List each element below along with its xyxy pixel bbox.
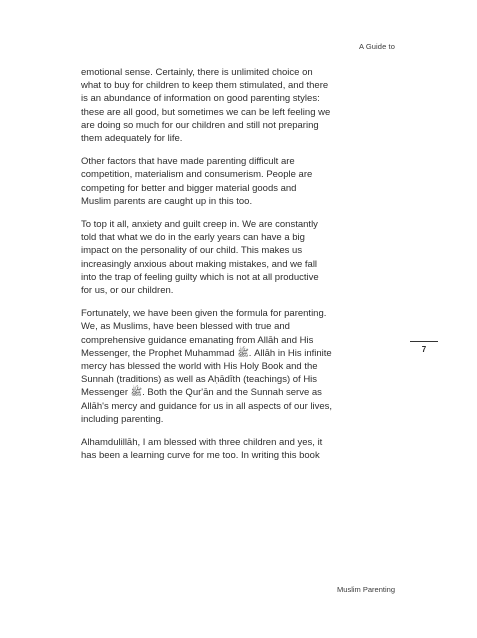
text-line: is an abundance of information on good parenting styles:	[81, 93, 320, 105]
text-line: To top it all, anxiety and guilt creep in. We are constantly	[81, 219, 318, 231]
text-line: competition, materialism and consumerism. People are	[81, 169, 313, 181]
text-line: mercy has blessed the world with His Holy Book and the	[81, 361, 318, 373]
text-line: We, as Muslims, have been blessed with true and	[81, 321, 290, 333]
paragraph	[81, 155, 403, 208]
text-line: Fortunately, we have been given the formula for parenting.	[81, 308, 327, 320]
text-line: emotional sense. Certainly, there is unlimited choice on	[81, 67, 313, 78]
page-number: 7	[421, 345, 427, 354]
paragraph	[81, 218, 403, 297]
text-line: Muslim parents are caught up in this too.	[81, 195, 253, 207]
text-line: what to buy for children to keep them stimulated, and there	[81, 80, 329, 92]
text-line: these are all good, but sometimes we can be left feeling we	[81, 106, 331, 118]
text-line: for us, or our children.	[81, 285, 174, 297]
text-line: competing for better and bigger material goods and	[81, 182, 297, 194]
text-line: comprehensive guidance emanating from Allāh and His	[81, 334, 314, 346]
text-line: impact on the personality of our child. This makes us	[81, 245, 303, 257]
text-line: Messenger ﷺ. Both the Qur'ān and the Sunnah serve as	[81, 387, 322, 399]
text-line: including parenting.	[81, 413, 164, 425]
text-line: Other factors that have made parenting difficult are	[81, 156, 295, 168]
paragraph	[81, 436, 403, 462]
text-line: Messenger, the Prophet Muhammad ﷺ. Allāh in His infinite	[81, 347, 332, 359]
paragraph	[81, 307, 403, 426]
text-line: increasingly anxious about making mistakes, and we fall	[81, 258, 318, 270]
text-line: Allāh's mercy and guidance for us in all aspects of our lives,	[81, 400, 333, 412]
text-line: them adequately for life.	[81, 133, 183, 145]
text-line: into the trap of feeling guilty which is not at all productive	[81, 271, 319, 283]
text-line: are doing so much for our children and still not preparing	[81, 119, 319, 131]
text-line: has been a learning curve for me too. In writing this book	[81, 450, 320, 462]
running-footer: Muslim Parenting	[337, 585, 395, 594]
body-text	[81, 66, 403, 472]
text-line: Sunnah (traditions) as well as Aḥādīth (teachings) of His	[81, 374, 318, 386]
running-header: A Guide to	[358, 42, 395, 51]
text-line: told that what we do in the early years can have a big	[81, 232, 305, 244]
paragraph	[81, 66, 403, 145]
page-number-rule	[410, 341, 438, 342]
text-line: Alhamdulillāh, I am blessed with three children and yes, it	[81, 437, 323, 449]
